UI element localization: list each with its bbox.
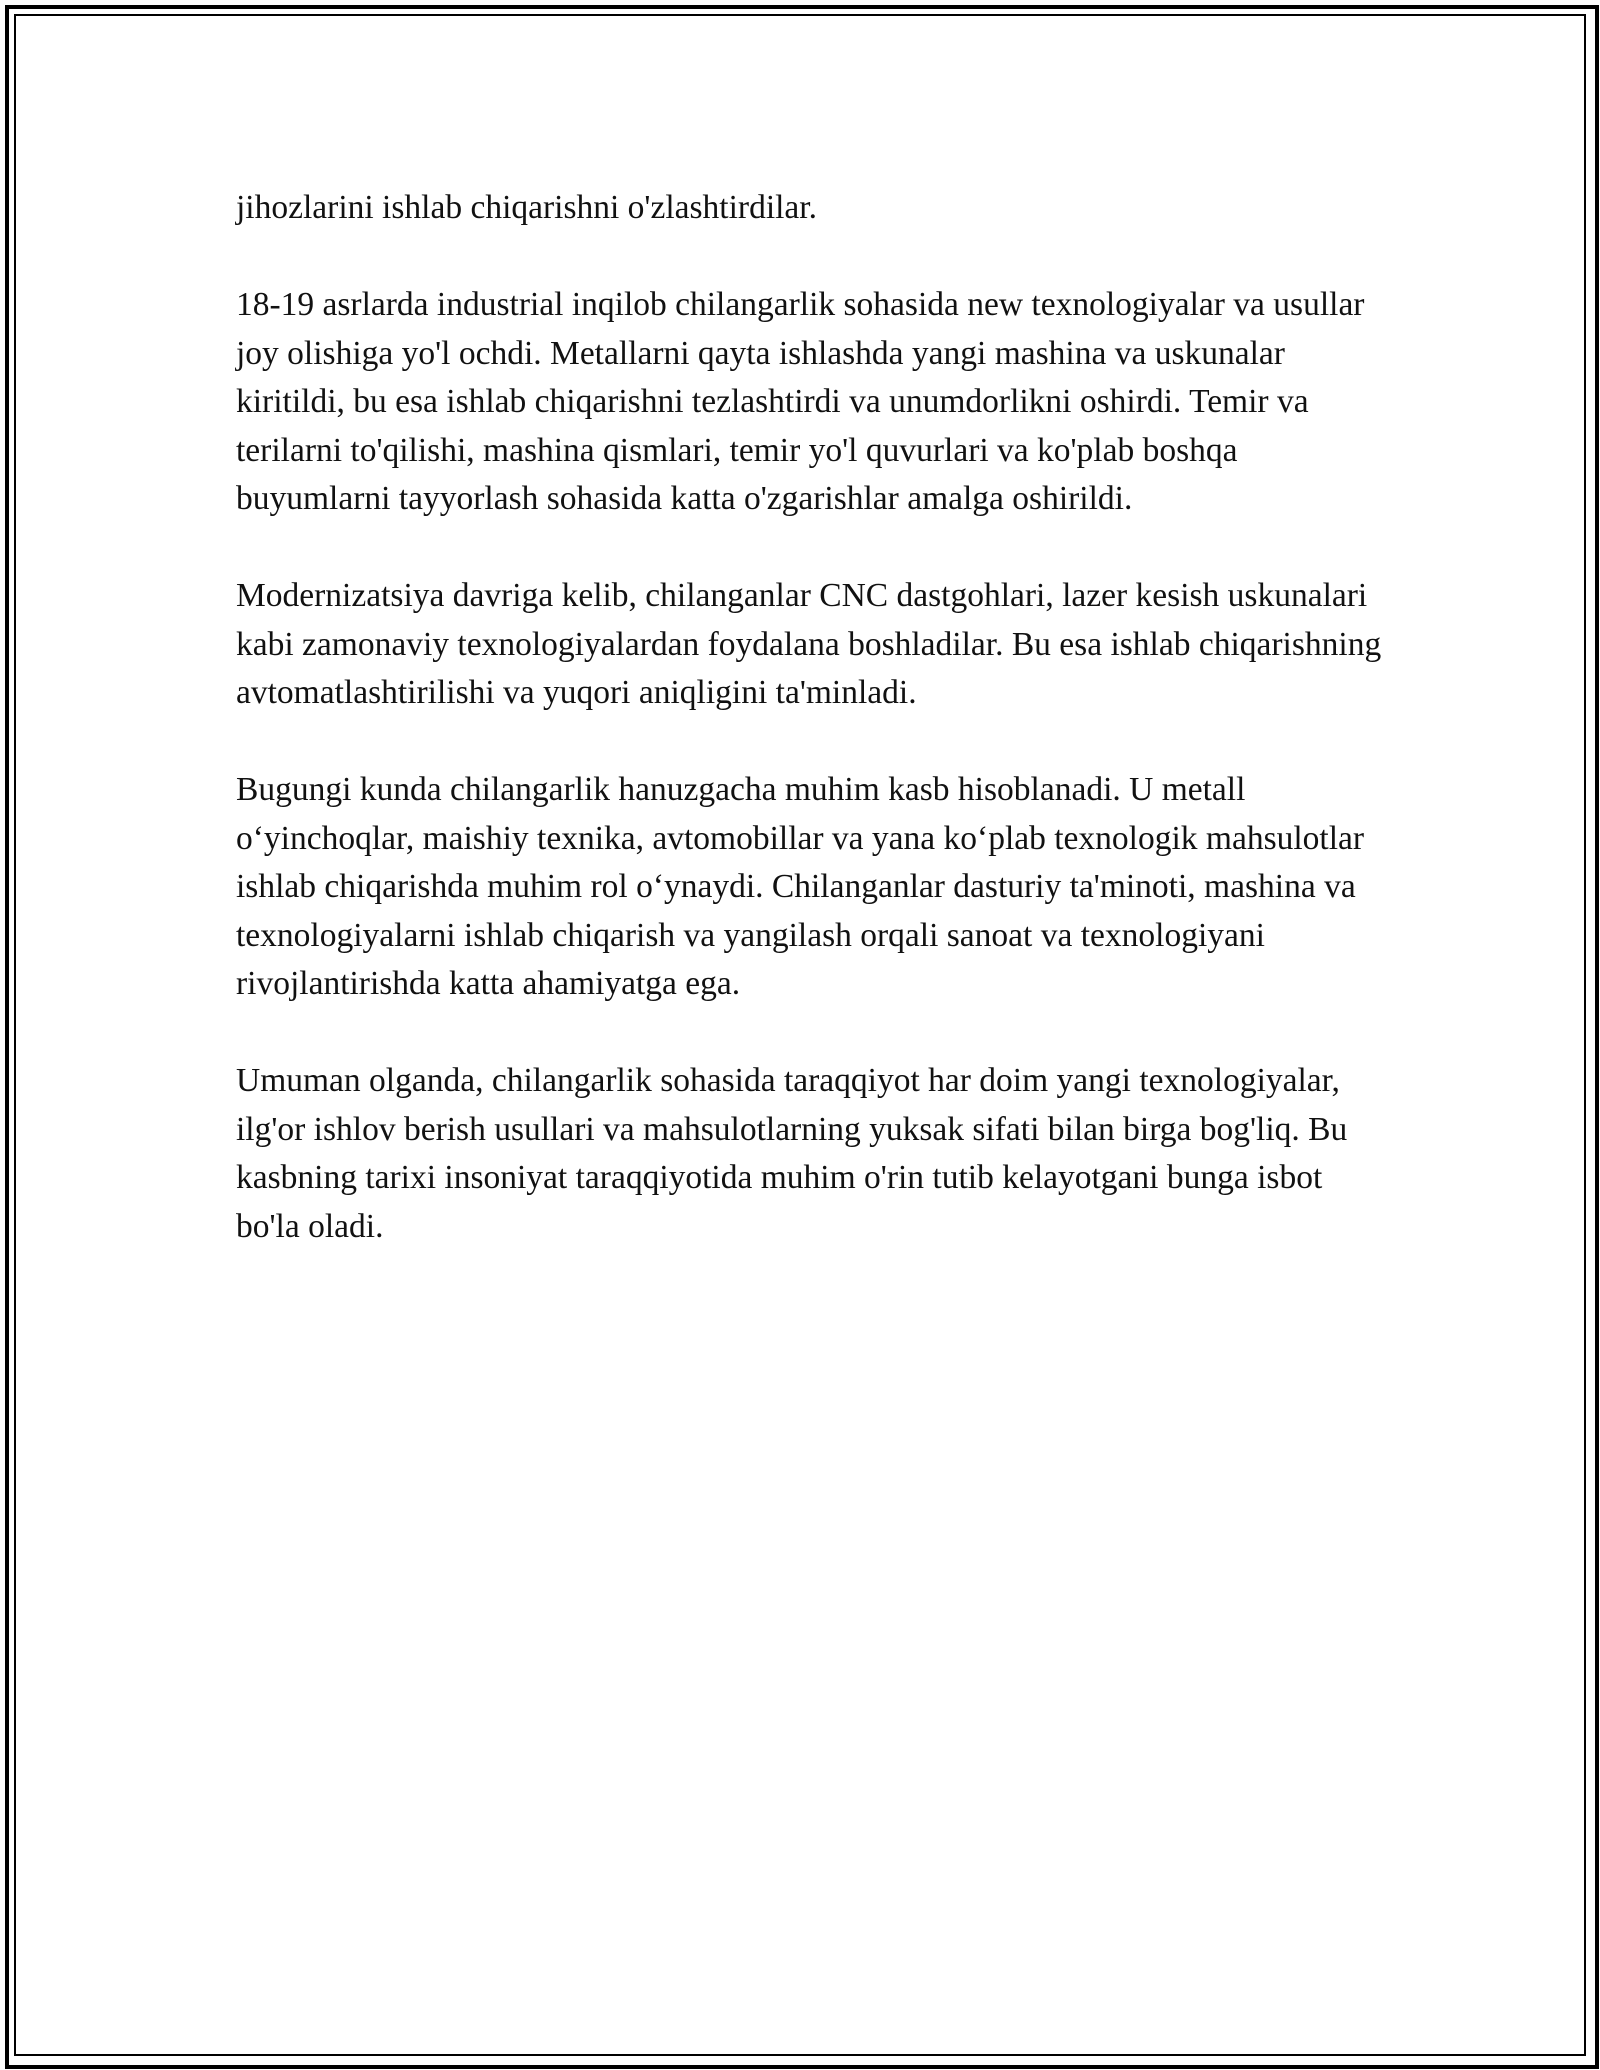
paragraph: Umuman olganda, chilangarlik sohasida taraqqiyot har doim yangi texnologiyalar, ilg'or ishlov berish usullari va mahsulotlarning yuksak sifati bilan birga bog'liq. Bu kasbning tarixi insoniyat taraqqiyotida muhim o'rin tutib kelayotgani bunga isbot bo'la oladi.: [236, 1062, 1348, 1245]
document-body: [236, 184, 1386, 1300]
paragraph: 18-19 asrlarda industrial inqilob chilangarlik sohasida new texnologiyalar va usullar joy olishiga yo'l ochdi. Metallarni qayta ishlashda yangi mashina va uskunalar kiritildi, bu esa ishlab chiqarishni tezlashtirdi va unumdorlikni oshirdi. Temir va terilarni to'qilishi, mashina qismlari, temir yo'l quvurlari va ko'plab boshqa buyumlarni tayyorlash sohasida katta o'zgarishlar amalga oshirildi.: [236, 286, 1365, 517]
paragraph: Modernizatsiya davriga kelib, chilanganlar CNC dastgohlari, lazer kesish uskunalari kabi zamonaviy texnologiyalardan foydalana boshladilar. Bu esa ishlab chiqarishning avtomatlashtirilishi va yuqori aniqligini ta'minladi.: [236, 577, 1382, 711]
paragraph: Bugungi kunda chilangarlik hanuzgacha muhim kasb hisoblanadi. U metall o‘yinchoqlar, maishiy texnika, avtomobillar va yana ko‘plab texnologik mahsulotlar ishlab chiqarishda muhim rol o‘ynaydi. Chilanganlar dasturiy ta'minoti, mashina va texnologiyalarni ishlab chiqarish va yangilash orqali sanoat va texnologiyani rivojlantirishda katta ahamiyatga ega.: [236, 771, 1365, 1002]
paragraph: jihozlarini ishlab chiqarishni o'zlashtirdilar.: [236, 189, 817, 226]
